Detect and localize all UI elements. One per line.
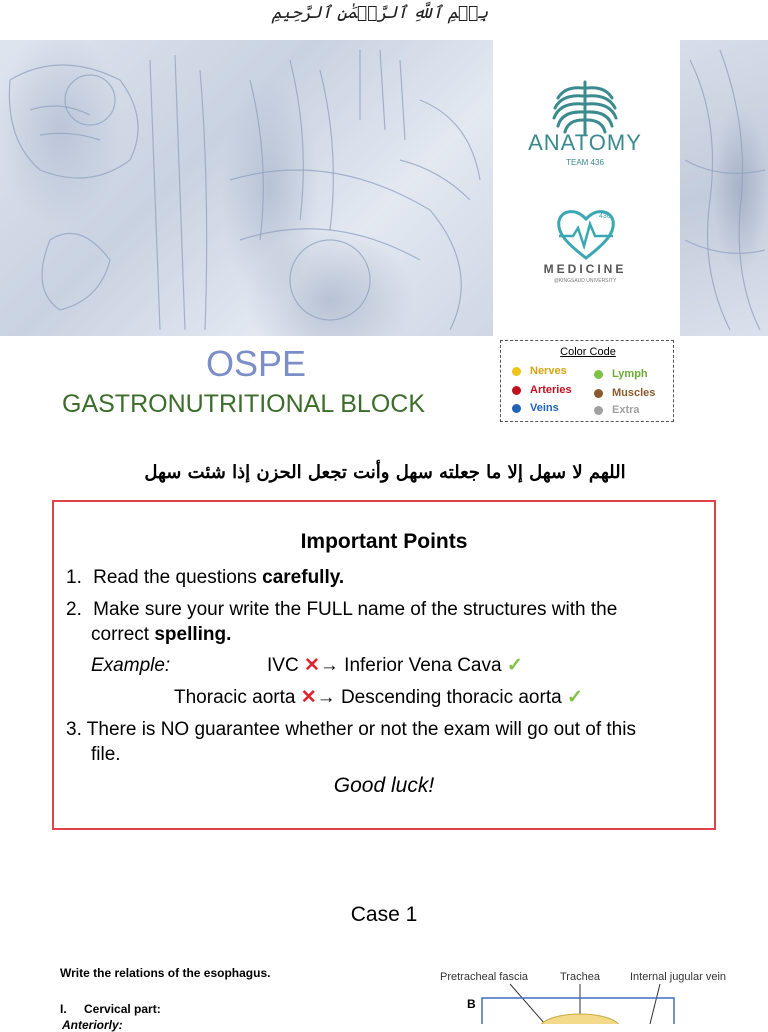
university-text: @KINGSAUD UNIVERSITY xyxy=(553,278,617,284)
good-luck-text: Good luck! xyxy=(333,774,435,797)
block-subtitle: GASTRONUTRITIONAL BLOCK xyxy=(62,390,426,418)
blue-dot-icon xyxy=(512,404,521,413)
esophagus-relations-diagram xyxy=(420,960,768,1024)
check-icon: ✓ xyxy=(566,687,583,708)
correct-term: Descending thoracic aorta xyxy=(340,687,562,708)
point-number: 1. xyxy=(66,567,82,588)
case-title: Case 1 xyxy=(350,903,418,926)
cross-icon: ✕ xyxy=(303,655,320,676)
legend-label: Extra xyxy=(612,404,640,416)
brown-dot-icon xyxy=(594,389,603,398)
legend-item-arteries xyxy=(512,384,572,396)
label-trachea: Trachea xyxy=(560,971,600,983)
legend-label: Arteries xyxy=(530,384,572,396)
part-label: Cervical part: xyxy=(84,1002,161,1016)
point-3-continued: file. xyxy=(91,744,121,765)
cervical-part-heading xyxy=(60,1002,161,1016)
point-3: 3. There is NO guarantee whether or not the exam will go out of this xyxy=(66,719,636,740)
muscle-sketch-illustration xyxy=(680,40,768,336)
anatomy-team-text: TEAM 436 xyxy=(566,158,604,167)
skull-sketch-illustration xyxy=(0,40,493,336)
legend-item-muscles xyxy=(594,387,655,399)
example-label: Example: xyxy=(91,655,171,676)
arrow-right-icon: → xyxy=(316,687,336,708)
important-points-heading: Important Points xyxy=(300,530,468,553)
label-internal-jugular-vein: Internal jugular vein xyxy=(630,971,727,983)
legend-label: Muscles xyxy=(612,387,656,399)
point-emphasis: carefully. xyxy=(262,567,345,588)
anatomy-banner-image xyxy=(0,40,493,336)
dua-text: اللهم لا سهل إلا ما جعلته سهل وأنت تجعل الحزن إذا شئت سهل xyxy=(144,462,626,483)
point-text: correct xyxy=(91,624,155,645)
cross-icon: ✕ xyxy=(300,687,317,708)
medicine-heart-logo xyxy=(555,206,617,262)
example-2 xyxy=(174,685,583,710)
heart-pulse-icon xyxy=(555,206,617,262)
legend-label: Lymph xyxy=(612,368,648,380)
wrong-term: Thoracic aorta xyxy=(174,687,296,708)
green-dot-icon xyxy=(594,370,603,379)
important-points-box xyxy=(52,500,716,830)
arrow-right-icon: → xyxy=(319,655,339,676)
point-text: Read the questions xyxy=(93,567,263,588)
point-1 xyxy=(66,565,344,590)
point-2-continued xyxy=(91,622,231,647)
anatomy-banner-side-image xyxy=(680,40,768,336)
red-dot-icon xyxy=(512,386,521,395)
legend-item-veins xyxy=(512,402,559,414)
point-number: 2. xyxy=(66,599,82,620)
medicine-number: 436 xyxy=(599,213,611,220)
wrong-term: IVC xyxy=(267,655,299,676)
figure-letter: B xyxy=(467,997,476,1011)
cross-section-figure xyxy=(420,960,768,1024)
gray-dot-icon xyxy=(594,406,603,415)
legend-label: Nerves xyxy=(530,365,567,377)
yellow-dot-icon xyxy=(512,367,521,376)
correct-term: Inferior Vena Cava xyxy=(344,655,502,676)
point-emphasis: spelling. xyxy=(154,624,232,645)
point-text: Make sure your write the FULL name of the structures with the xyxy=(93,599,618,620)
medicine-logo-text: MEDICINE xyxy=(543,262,627,276)
legend-item-nerves xyxy=(512,365,567,377)
page-title: OSPE xyxy=(206,343,307,384)
legend-item-extra xyxy=(594,404,640,416)
example-1 xyxy=(267,653,523,678)
ribcage-icon xyxy=(530,78,640,138)
legend-label: Veins xyxy=(530,402,559,414)
color-code-title: Color Code xyxy=(560,346,616,358)
point-2 xyxy=(66,597,617,622)
part-number: I. xyxy=(60,1002,67,1016)
check-icon: ✓ xyxy=(506,655,523,676)
anteriorly-label: Anteriorly: xyxy=(62,1018,123,1032)
case-question: Write the relations of the esophagus. xyxy=(60,966,271,980)
legend-item-lymph xyxy=(594,368,648,380)
basmala-header: بِسۡمِ ٱللَّهِ ٱلرَّحۡمَٰنِ ٱلرَّحِيمِ xyxy=(271,3,489,23)
color-code-legend xyxy=(500,340,674,422)
anatomy-logo-text: ANATOMY xyxy=(528,130,642,155)
label-pretracheal-fascia: Pretracheal fascia xyxy=(440,971,529,983)
